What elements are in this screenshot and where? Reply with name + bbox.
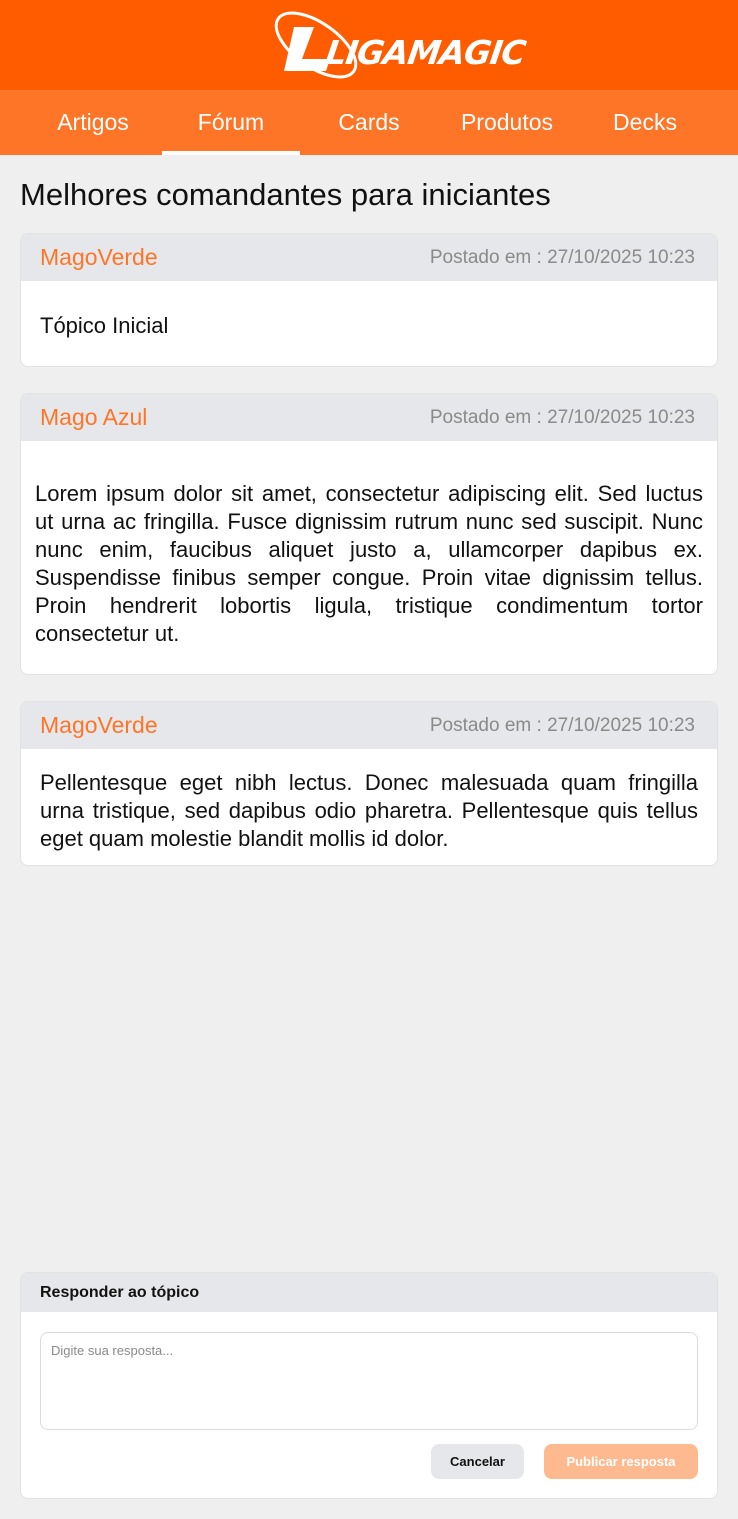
reply-panel-title: Responder ao tópico	[21, 1273, 717, 1312]
logo-text: LIGAMAGIC	[323, 33, 528, 72]
tab-produtos[interactable]: Produtos	[460, 109, 554, 135]
post-date: Postado em : 27/10/2025 10:23	[429, 714, 695, 736]
forum-post	[20, 393, 718, 675]
post-body: Pellentesque eget nibh lectus. Donec malesuada quam fringilla urna tristique, sed dapibus odio pharetra. Pellentesque quis tellus eget quam molestie blandit mollis id dolor.	[40, 770, 698, 851]
tab-cards[interactable]: Cards	[338, 109, 400, 135]
ligamagic-logo[interactable]	[264, 5, 528, 85]
publish-reply-button[interactable]: Publicar resposta	[544, 1444, 698, 1479]
main-nav	[0, 90, 738, 155]
post-body: Lorem ipsum dolor sit amet, consectetur adipiscing elit. Sed luctus ut urna ac fringilla. Fusce dignissim rutrum nunc sed suscipit. Nunc nunc enim, faucibus aliquet justo a, ullamcorper dapibus ex. Suspendisse finibus semper congue. Proin vitae dignissim tellus. Proin hendrerit lobortis ligula, tristique condimentum tortor consectetur ut.	[35, 481, 703, 646]
post-date: Postado em : 27/10/2025 10:23	[429, 246, 695, 268]
post-header	[21, 394, 717, 441]
post-header	[21, 234, 717, 281]
cancel-button[interactable]: Cancelar	[431, 1444, 524, 1479]
post-author[interactable]: Mago Azul	[40, 404, 148, 430]
tab-artigos[interactable]: Artigos	[57, 109, 129, 135]
forum-post	[20, 233, 718, 367]
topic-title: Melhores comandantes para iniciantes	[20, 177, 551, 212]
app-header	[0, 0, 738, 90]
post-author[interactable]: MagoVerde	[40, 712, 158, 738]
reply-textarea[interactable]	[40, 1332, 698, 1430]
post-author[interactable]: MagoVerde	[40, 244, 158, 270]
post-body: Tópico Inicial	[40, 313, 169, 338]
reply-panel	[20, 1272, 718, 1499]
post-date: Postado em : 27/10/2025 10:23	[429, 406, 695, 428]
tab-forum[interactable]: Fórum	[162, 90, 300, 155]
post-header	[21, 702, 717, 749]
tab-decks[interactable]: Decks	[613, 109, 677, 135]
forum-post	[20, 701, 718, 866]
